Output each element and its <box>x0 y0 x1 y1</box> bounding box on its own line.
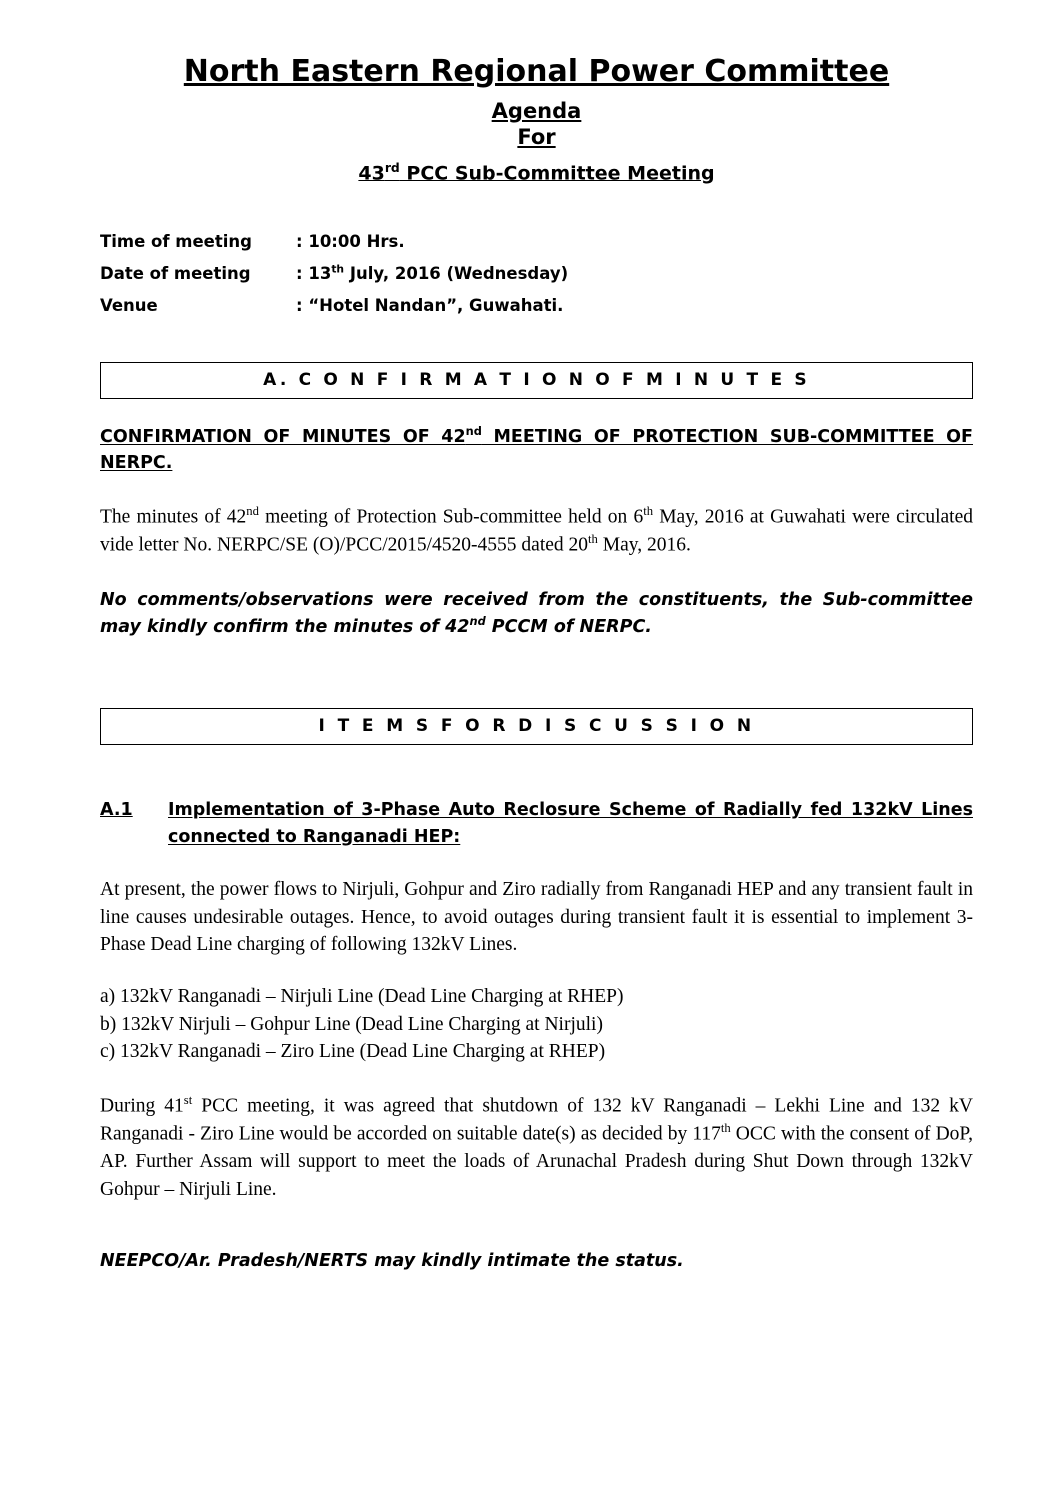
confirmation-para-sup-2: th <box>643 503 654 518</box>
page-title: North Eastern Regional Power Committee <box>183 54 890 89</box>
confirmation-para-sup-3: th <box>588 531 598 546</box>
meeting-details <box>100 226 973 323</box>
item-a1-action-note: NEEPCO/Ar. Pradesh/NERTS may kindly intimate the status. <box>100 1250 684 1271</box>
meeting-title-rest: PCC Sub-Committee Meeting <box>399 161 715 184</box>
confirmation-request-sup: nd <box>469 614 486 629</box>
meeting-date-value-post: July, 2016 (Wednesday) <box>344 264 569 283</box>
item-a1-paragraph-2 <box>100 1092 973 1204</box>
agenda-label-line-1: Agenda <box>491 99 582 123</box>
confirmation-para-part-3: May, 2016 at Guwahati were circulated vide letter No. NERPC/SE (O)/PCC/2015/4520-4555 dated 20 <box>100 506 973 556</box>
meeting-date-label: Date of meeting <box>100 264 251 283</box>
section-header-confirmation-of-minutes: A. C O N F I R M A T I O N O F M I N U T E S <box>100 362 973 399</box>
confirmation-heading-pre: CONFIRMATION OF MINUTES OF 42 <box>100 427 466 448</box>
meeting-time-value: : 10:00 Hrs. <box>296 231 405 251</box>
meeting-venue-value: : “Hotel Nandan”, Guwahati. <box>296 296 564 316</box>
confirmation-request-part-1: No comments/observations were received from the constituents, the Sub-committee may kindly confirm the minutes of 42 <box>100 590 973 638</box>
confirmation-heading-post: MEETING OF PROTECTION SUB-COMMITTEE OF NERPC. <box>100 427 973 474</box>
meeting-venue-label: Venue <box>100 296 158 316</box>
item-a1-para2-sup-1: st <box>183 1093 193 1107</box>
meeting-date-row <box>100 258 973 290</box>
confirmation-paragraph <box>100 503 973 559</box>
item-a1-para2-part-1: During 41 <box>100 1095 184 1117</box>
item-a1-para2-sup-2: th <box>720 1121 731 1136</box>
item-a1-line-list <box>100 983 973 1066</box>
meeting-venue-row <box>100 290 973 322</box>
confirmation-para-part-4: May, 2016. <box>597 534 691 556</box>
item-a1-para2-part-3: OCC with the consent of DoP, AP. Further Assam will support to meet the loads of Arunachal Pradesh during Shut Down through 132kV Gohpur – Nirjuli Line. <box>100 1123 973 1201</box>
confirmation-heading-ordinal: nd <box>465 424 482 439</box>
meeting-time-row <box>100 226 973 258</box>
confirmation-para-sup-1: nd <box>246 503 259 518</box>
item-a1-title: Implementation of 3-Phase Auto Reclosure Scheme of Radially fed 132kV Lines connected to Ranganadi HEP: <box>168 800 973 847</box>
meeting-time-label: Time of meeting <box>100 231 252 251</box>
list-item: b) 132kV Nirjuli – Gohpur Line (Dead Line Charging at Nirjuli) <box>100 1013 603 1035</box>
confirmation-heading <box>100 423 973 476</box>
item-a1-number: A.1 <box>100 800 133 821</box>
list-item: c) 132kV Ranganadi – Ziro Line (Dead Line Charging at RHEP) <box>100 1041 606 1063</box>
meeting-date-value-pre: : 13 <box>296 264 332 283</box>
spacer <box>100 640 973 668</box>
meeting-title-number: 43 <box>358 161 385 184</box>
confirmation-request-part-2: PCCM of NERPC. <box>485 617 652 638</box>
confirmation-para-part-2: meeting of Protection Sub-committee held on 6 <box>258 506 644 528</box>
meeting-title <box>100 161 973 184</box>
list-item: a) 132kV Ranganadi – Nirjuli Line (Dead Line Charging at RHEP) <box>100 985 624 1007</box>
section-header-items-for-discussion: I T E M S F O R D I S C U S S I O N <box>100 708 973 745</box>
item-a1-para2-part-2: PCC meeting, it was agreed that shutdown of 132 kV Ranganadi – Lekhi Line and 132 kV Ranganadi - Ziro Line would be accorded on suitable date(s) as decided by 117 <box>100 1095 973 1145</box>
meeting-title-ordinal: rd <box>384 160 400 175</box>
agenda-label-line-2: For <box>517 125 556 150</box>
item-a1-paragraph-1: At present, the power flows to Nirjuli, Gohpur and Ziro radially from Ranganadi HEP and any transient fault in line causes undesirable outages. Hence, to avoid outages during transient fault it is essential to implement 3- Phase Dead Line charging of following 132kV Lines. <box>100 878 973 956</box>
meeting-date-ordinal: th <box>331 262 345 276</box>
confirmation-para-part-1: The minutes of 42 <box>100 506 247 528</box>
item-a1-heading <box>100 797 973 850</box>
confirmation-request-note <box>100 587 973 640</box>
